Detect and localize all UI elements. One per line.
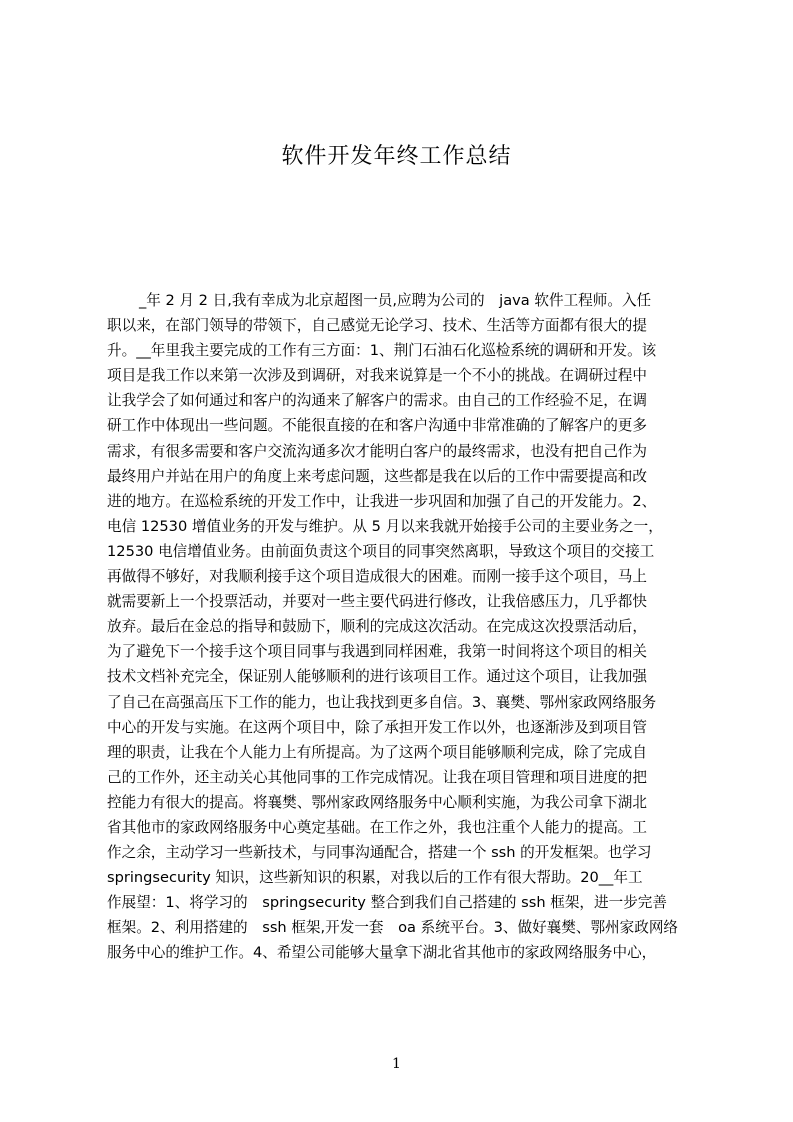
text-line: 12530 电信增值业务。由前面负责这个项目的同事突然离职，导致这个项目的交接工 bbox=[107, 542, 655, 560]
text-line: _年 2 月 2 日,我有幸成为北京超图一员,应聘为公司的 java 软件工程师。入任 bbox=[139, 292, 652, 309]
text-line: 最终用户并站在用户的角度上来考虑问题，这些都是我在以后的工作中需要提高和改 bbox=[107, 467, 647, 485]
text-line: 升。__年里我主要完成的工作有三方面：1、荆门石油石化巡检系统的调研和开发。该 bbox=[107, 342, 657, 360]
text-line: 中心的开发与实施。在这两个项目中，除了承担开发工作以外，也逐渐涉及到项目管 bbox=[107, 718, 647, 736]
text-line: 进的地方。在巡检系统的开发工作中，让我进一步巩固和加强了自己的开发能力。2、 bbox=[107, 492, 657, 510]
text-line: 电信 12530 增值业务的开发与维护。从 5 月以来我就开始接手公司的主要业务之一， bbox=[107, 517, 663, 535]
text-line: 研工作中体现出一些问题。不能很直接的在和客户沟通中非常准确的了解客户的更多 bbox=[107, 417, 647, 435]
text-line: 技术文档补充完全，保证别人能够顺利的进行该项目工作。通过这个项目，让我加强 bbox=[107, 668, 647, 686]
text-line: 职以来，在部门领导的带领下，自己感觉无论学习、技术、生活等方面都有很大的提 bbox=[107, 317, 647, 335]
text-line: 框架。2、利用搭建的 ssh 框架,开发一套 oa 系统平台。3、做好襄樊、鄂州家政网络 bbox=[107, 919, 679, 937]
text-line: 省其他市的家政网络服务中心奠定基础。在工作之外，我也注重个人能力的提高。工 bbox=[107, 818, 647, 836]
text-line: 作展望：1、将学习的 springsecurity 整合到我们自己搭建的 ssh 框架，进一步完善 bbox=[107, 894, 667, 912]
document-title: 软件开发年终工作总结 bbox=[281, 144, 512, 169]
page-number: 1 bbox=[392, 1056, 401, 1072]
text-line: 项目是我工作以来第一次涉及到调研，对我来说算是一个不小的挑战。在调研过程中 bbox=[107, 367, 647, 385]
text-line: 理的职责，让我在个人能力上有所提高。为了这两个项目能够顺利完成，除了完成自 bbox=[107, 743, 647, 761]
text-line: 为了避免下一个接手这个项目同事与我遇到同样困难，我第一时间将这个项目的相关 bbox=[107, 643, 647, 661]
text-line: 己的工作外，还主动关心其他同事的工作完成情况。让我在项目管理和项目进度的把 bbox=[107, 768, 647, 786]
text-line: 就需要新上一个投票活动，并要对一些主要代码进行修改，让我倍感压力，几乎都快 bbox=[107, 593, 647, 611]
text-line: 了自己在高强高压下工作的能力，也让我找到更多自信。3、襄樊、鄂州家政网络服务 bbox=[107, 693, 657, 711]
text-line: 服务中心的维护工作。4、希望公司能够大量拿下湖北省其他市的家政网络服务中心， bbox=[107, 944, 657, 962]
body-text bbox=[107, 288, 698, 966]
text-line: 再做得不够好，对我顺利接手这个项目造成很大的困难。而刚一接手这个项目，马上 bbox=[107, 568, 647, 586]
text-line: 让我学会了如何通过和客户的沟通来了解客户的需求。由自己的工作经验不足，在调 bbox=[107, 392, 647, 410]
text-line: 需求，有很多需要和客户交流沟通多次才能明白客户的最终需求，也没有把自己作为 bbox=[107, 442, 647, 460]
text-line: 放弃。最后在金总的指导和鼓励下，顺利的完成这次活动。在完成这次投票活动后， bbox=[107, 618, 647, 636]
text-line: springsecurity 知识，这些新知识的积累，对我以后的工作有很大帮助。20__年工 bbox=[107, 869, 643, 887]
text-line: 作之余，主动学习一些新技术，与同事沟通配合，搭建一个 ssh 的开发框架。也学习 bbox=[107, 844, 652, 862]
text-line: 控能力有很大的提高。将襄樊、鄂州家政网络服务中心顺利实施，为我公司拿下湖北 bbox=[107, 793, 647, 811]
